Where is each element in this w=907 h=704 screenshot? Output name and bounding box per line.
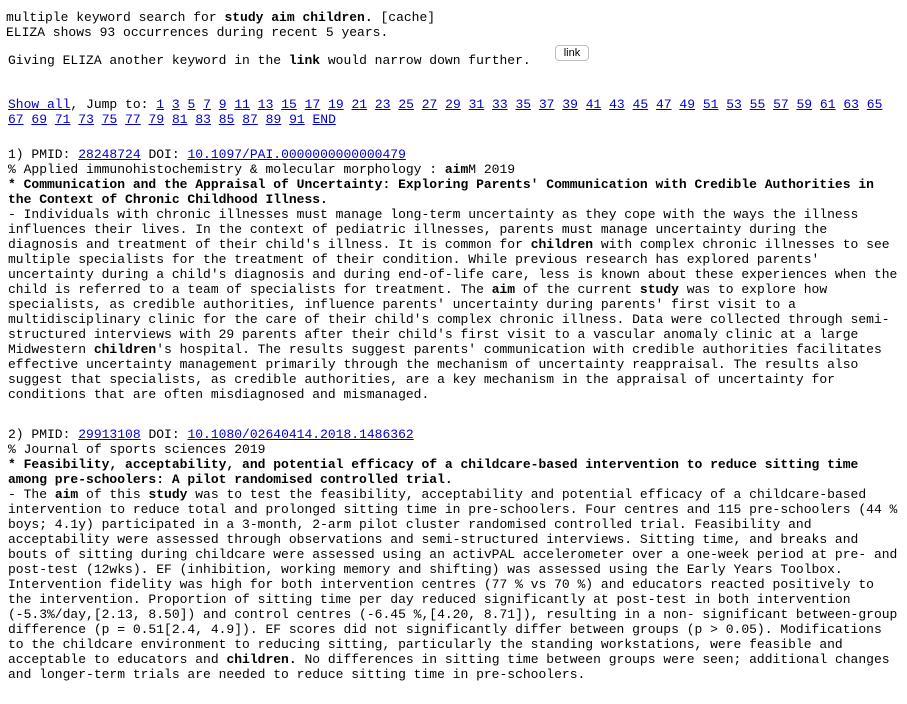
jump-page-link[interactable]: 9 bbox=[218, 97, 227, 112]
jump-page-link[interactable]: 19 bbox=[328, 97, 344, 112]
cache-label: [cache] bbox=[372, 10, 436, 25]
jump-page-link[interactable]: 29 bbox=[445, 97, 461, 112]
jump-page-link[interactable]: 23 bbox=[374, 97, 391, 112]
record-title: * Communication and the Appraisal of Uncertainty: Exploring Parents' Communication with Credible Authorities in the Context of Chronic Childhood Illness. bbox=[8, 177, 874, 207]
jump-page-link[interactable]: 3 bbox=[171, 97, 180, 112]
record-abstract bbox=[8, 207, 900, 402]
jump-page-link[interactable]: 5 bbox=[187, 97, 196, 112]
jump-page-link[interactable]: 47 bbox=[655, 97, 672, 112]
keyword-highlight: children bbox=[93, 342, 157, 357]
journal-name: % Applied immunohistochemistry & molecular morphology : bbox=[8, 162, 445, 177]
jump-page-link[interactable]: 79 bbox=[148, 112, 165, 127]
pmid-link[interactable]: 28248724 bbox=[78, 147, 141, 162]
jump-page-link[interactable]: 75 bbox=[101, 112, 118, 127]
search-summary-line bbox=[6, 10, 435, 25]
jump-page-link[interactable]: 53 bbox=[726, 97, 742, 112]
occurrence-count: ELIZA shows 93 occurrences during recent 5 years. bbox=[6, 25, 389, 40]
jump-page-link[interactable]: 49 bbox=[679, 97, 695, 112]
jump-page-link[interactable]: 59 bbox=[796, 97, 813, 112]
keyword-highlight: study bbox=[639, 282, 679, 297]
jump-page-link[interactable]: 31 bbox=[468, 97, 485, 112]
jump-page-link[interactable]: 83 bbox=[195, 112, 211, 127]
jump-page-link[interactable]: 55 bbox=[749, 97, 766, 112]
narrow-hint-prefix: Giving ELIZA another keyword in the bbox=[8, 53, 289, 68]
jump-page-link[interactable]: 1 bbox=[156, 97, 165, 112]
search-prefix: multiple keyword search for bbox=[6, 10, 225, 25]
journal-line bbox=[8, 442, 900, 457]
narrow-hint bbox=[8, 53, 531, 68]
journal-name: % Journal of sports sciences 2019 bbox=[8, 442, 266, 457]
abstract-text: of the current bbox=[515, 282, 640, 297]
journal-keyword: aim bbox=[444, 162, 469, 177]
narrow-hint-link-word: link bbox=[288, 53, 321, 68]
jump-page-link[interactable]: 7 bbox=[203, 97, 211, 112]
record-2 bbox=[8, 427, 900, 682]
doi-label: DOI: bbox=[140, 427, 188, 442]
jump-page-link[interactable]: 15 bbox=[281, 97, 297, 112]
jump-page-link[interactable]: 11 bbox=[234, 97, 250, 112]
record-title: * Feasibility, acceptability, and potential efficacy of a childcare-based intervention to reduce sitting time among pre-schoolers: A pilot randomised controlled trial. bbox=[8, 457, 859, 487]
jump-page-link[interactable]: 73 bbox=[78, 112, 94, 127]
keyword-highlight: children bbox=[530, 237, 594, 252]
jump-label: , Jump to: bbox=[70, 97, 157, 112]
abstract-text: 's hospital. The results suggest parents' communication with credible authorities facilitates effective uncertainty management primarily through the mechanism of uncertainty reappraisal. The results also suggest that specialists, as credible authorities, are a key mechanism in the appraisal of uncertainty for conditions that are often misdiagnosed and mismanaged. bbox=[8, 342, 882, 402]
narrow-hint-suffix: would narrow down further. bbox=[320, 53, 531, 68]
jump-page-link[interactable]: 37 bbox=[538, 97, 555, 112]
jump-page-link[interactable]: 81 bbox=[171, 112, 188, 127]
jump-page-link[interactable]: 51 bbox=[702, 97, 719, 112]
pmid-link[interactable]: 29913108 bbox=[78, 427, 141, 442]
keyword-highlight: aim bbox=[54, 487, 79, 502]
jump-page-link[interactable]: 13 bbox=[257, 97, 274, 112]
search-query: study aim children. bbox=[224, 10, 373, 25]
jump-page-link[interactable]: 91 bbox=[289, 112, 305, 127]
jump-page-link[interactable]: 33 bbox=[492, 97, 508, 112]
jump-page-link[interactable]: 77 bbox=[125, 112, 141, 127]
jump-page-link[interactable]: 65 bbox=[866, 97, 883, 112]
jump-page-link[interactable]: 21 bbox=[351, 97, 368, 112]
jump-page-link[interactable]: 17 bbox=[304, 97, 321, 112]
jump-page-link[interactable]: 87 bbox=[242, 112, 258, 127]
record-number: 2) PMID: bbox=[8, 427, 79, 442]
abstract-text: of this bbox=[78, 487, 149, 502]
jump-page-link[interactable]: 45 bbox=[632, 97, 649, 112]
abstract-text: with complex chronic illnesses to see multiple specialists for the treatment of their condition. While previous research has explored parents' uncertainty during a child's diagnosis and during end-of-life care, less is known about these experiences when the child is referred to a team of specialists for treatment. The bbox=[8, 237, 898, 297]
jump-page-link[interactable]: 27 bbox=[421, 97, 438, 112]
search-header bbox=[6, 10, 435, 40]
jump-page-link[interactable]: 43 bbox=[609, 97, 625, 112]
keyword-highlight: study bbox=[148, 487, 188, 502]
jump-page-link[interactable]: 35 bbox=[515, 97, 532, 112]
record-abstract bbox=[8, 487, 900, 682]
abstract-text: No differences in sitting time between groups were seen; additional changes and longer-term trials are needed to reduce sitting time in pre-schoolers. bbox=[8, 652, 890, 682]
jump-page-link[interactable]: 69 bbox=[31, 112, 48, 127]
keyword-highlight: aim bbox=[491, 282, 516, 297]
show-all-link[interactable]: Show all bbox=[8, 97, 71, 112]
doi-link[interactable]: 10.1080/02640414.2018.1486362 bbox=[187, 427, 414, 442]
jump-page-link[interactable]: 61 bbox=[819, 97, 836, 112]
jump-page-link[interactable]: 85 bbox=[218, 112, 235, 127]
keyword-highlight: children. bbox=[226, 652, 297, 667]
doi-link[interactable]: 10.1097/PAI.0000000000000479 bbox=[187, 147, 406, 162]
record-number: 1) PMID: bbox=[8, 147, 79, 162]
jump-end-link[interactable]: END bbox=[312, 112, 336, 127]
jump-navigation bbox=[8, 97, 898, 127]
jump-page-link[interactable]: 63 bbox=[843, 97, 859, 112]
link-button[interactable]: link bbox=[555, 45, 589, 61]
journal-line bbox=[8, 162, 900, 177]
jump-page-link[interactable]: 25 bbox=[398, 97, 414, 112]
jump-page-link[interactable]: 67 bbox=[8, 112, 24, 127]
abstract-text: was to test the feasibility, acceptability and potential efficacy of a childcare-based intervention to reduce total and prolonged sitting time in pre-schoolers. Four centres and 115 pre-schoolers (44 % boys; 4.1y) participated in a 3-month, 2-arm pilot cluster randomised controlled trial. Feasibility and acceptability were assessed through observations and semi-structured interviews. Sitting time, and breaks and bouts of sitting during childcare were assessed using an activPAL accelerometer over a one-week period at pre- and post-test (12wks). EF (inhibition, working memory and shifting) was assessed using the Early Years Toolbox. Intervention fidelity was high for both intervention centres (77 % vs 70 %) and educators reacted positively to the intervention. Proportion of sitting time per day reduced significantly at post-test in both intervention (-5.3%/day,[2.13, 8.50]) and control centres (-6.45 %,[4.20, 8.71]), resulting in a non- significant between-group difference (p = 0.51[2.4, 4.9]). EF scores did not significantly differ between groups (p > 0.05). Modifications to the childcare environment to reducing sitting, particularly the standing workstations, were feasible and acceptable to educators and bbox=[8, 487, 898, 667]
record-1 bbox=[8, 147, 900, 402]
jump-page-link[interactable]: 89 bbox=[265, 112, 282, 127]
abstract-text: was to explore how specialists, as credible authorities, influence parents' uncertainty during parents' first visit to a multidisciplinary clinic for the care of their child's complex chronic illness. Data were collected through semi-structured interviews with 29 parents after their child's first visit to a vascular anomaly clinic at a large Midwestern bbox=[8, 282, 890, 357]
record-id-line bbox=[8, 147, 900, 162]
doi-label: DOI: bbox=[140, 147, 188, 162]
jump-page-link[interactable]: 39 bbox=[562, 97, 578, 112]
abstract-text: - Individuals with chronic illnesses must manage long-term uncertainty as they cope with the ways the illness influences their lives. In the context of pediatric illnesses, parents must manage uncertainty during the diagnosis and treatment of their child's illness. It is common for bbox=[8, 207, 859, 252]
record-id-line bbox=[8, 427, 900, 442]
jump-page-link[interactable]: 57 bbox=[773, 97, 789, 112]
jump-page-link[interactable]: 71 bbox=[54, 112, 71, 127]
journal-year: M 2019 bbox=[468, 162, 516, 177]
abstract-text: - The bbox=[8, 487, 55, 502]
jump-page-link[interactable]: 41 bbox=[585, 97, 602, 112]
